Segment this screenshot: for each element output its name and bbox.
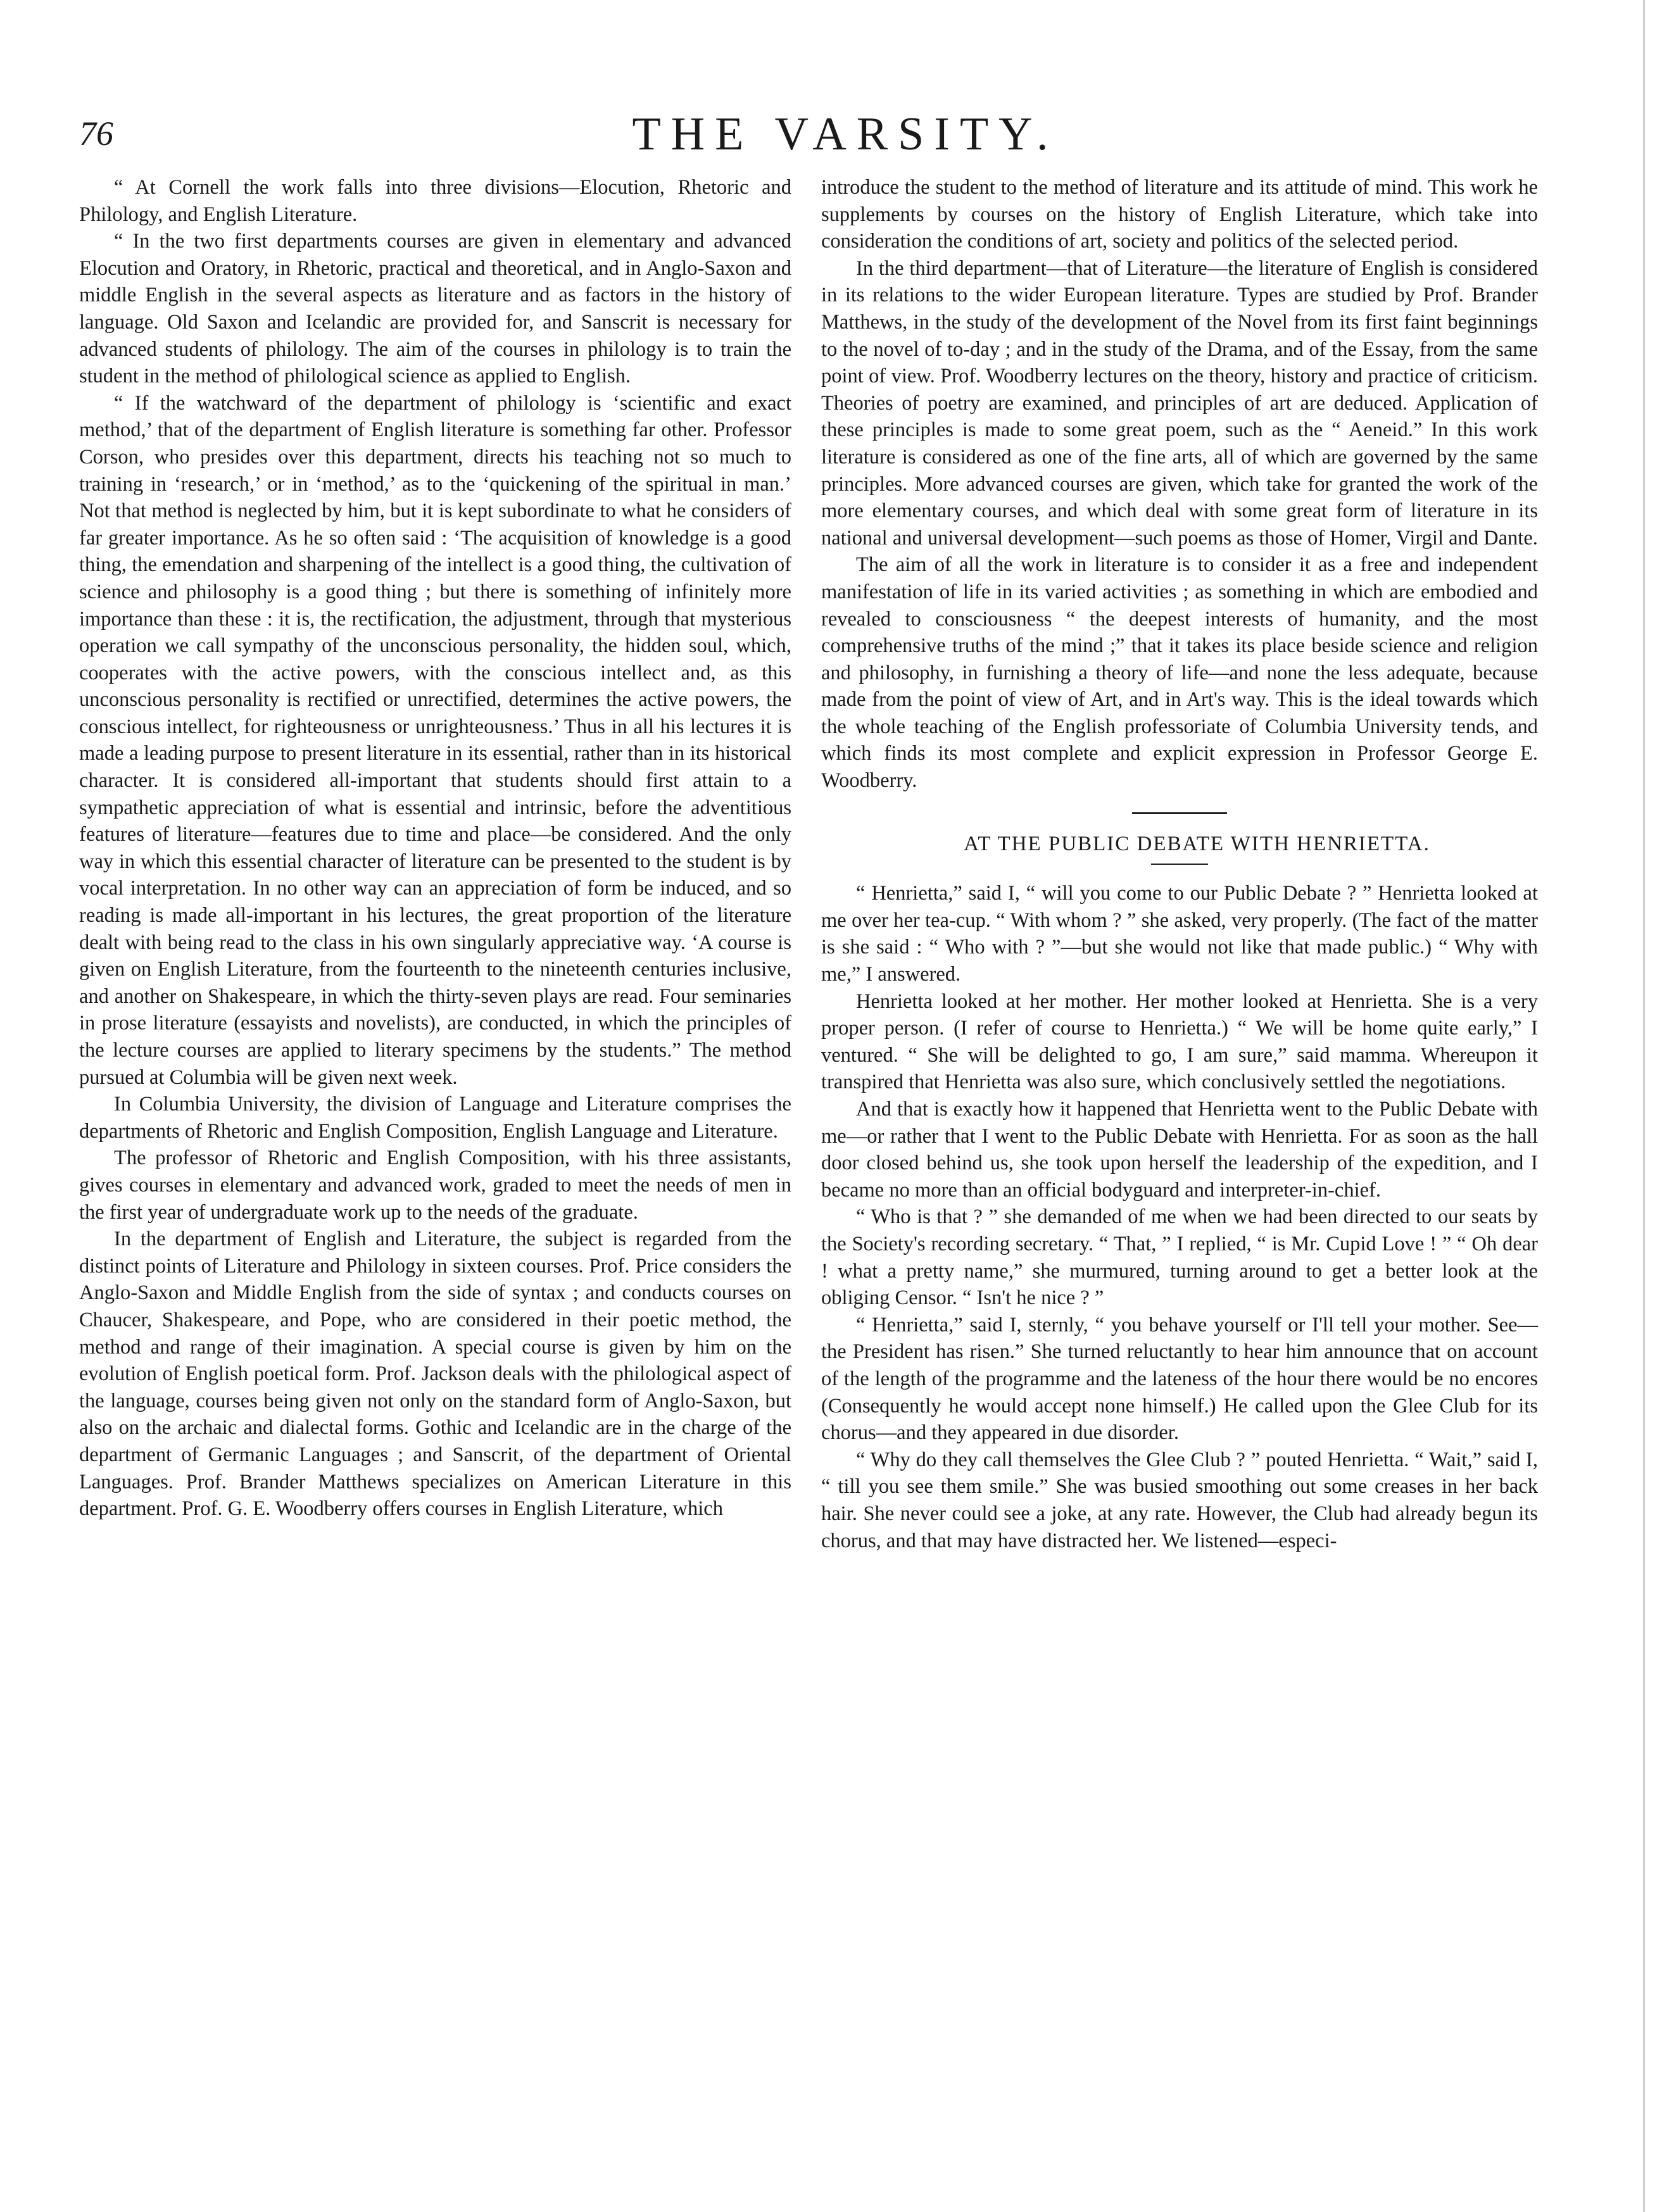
- title-underline: [1151, 864, 1208, 865]
- left-column: [79, 174, 791, 1523]
- article-paragraph: Henrietta looked at her mother. Her mother looked at Henrietta. She is a very proper person. (I refer of course to Henrietta.) “ We will be home quite early,” I ventured. “ She will be delighted to go, I am sure,” said mamma. Whereupon it transpired that Henrietta was also sure, which conclusively settled the negotiations.: [821, 990, 1538, 1094]
- paragraph-continuation: introduce the student to the method of literature and its attitude of mind. This work he supplements by courses on the history of English Literature, which take into consideration the conditions of art, society and politics of the selected period.: [821, 176, 1538, 253]
- paragraph: “ In the two first departments courses are given in elementary and advanced Elocution and Oratory, in Rhetoric, practical and theoretical, and in Anglo-Saxon and middle English in the several aspects as literature and as factors in the history of language. Old Saxon and Icelandic are provided for, and Sanscrit is necessary for advanced students of philology. The aim of the courses in philology is to train the student in the method of philological science as applied to English.: [79, 230, 791, 388]
- masthead-title: THE VARSITY.: [632, 108, 1059, 160]
- section-divider: [1132, 812, 1227, 814]
- page-edge-line: [1643, 0, 1645, 2212]
- paragraph: In the third department—that of Literature—the literature of English is considered in its relations to the wider European literature. Types are studied by Prof. Brander Matthews, in the study of the development of the Novel from its first faint beginnings to the novel of to-day ; and in the study of the Drama, and of the Essay, from the same point of view. Prof. Woodberry lectures on the theory, history and practice of criticism. Theories of poetry are examined, and principles of art are deduced. Application of these principles is made to some great poem, such as the “ Aeneid.” In this work literature is considered as one of the fine arts, all of which are governed by the same principles. More advanced courses are given, which take for granted the work of the more elementary courses, and which deal with some great form of literature in its national and universal development—such poems as those of Homer, Virgil and Dante.: [821, 256, 1538, 550]
- paragraph: In Columbia University, the division of Language and Literature comprises the departments of Rhetoric and English Composition, English Language and Literature.: [79, 1093, 791, 1143]
- page-number: 76: [79, 115, 113, 153]
- paragraph: “ At Cornell the work falls into three divisions—Elocution, Rhetoric and Philology, and English Literature.: [79, 176, 791, 226]
- page-header: [79, 101, 1611, 171]
- article-title: AT THE PUBLIC DEBATE WITH HENRIETTA.: [964, 832, 1430, 855]
- paragraph: The aim of all the work in literature is to consider it as a free and independent manifestation of life in its varied activities ; as something in which are embodied and revealed to consciousness “ the deepest interests of humanity, and the most comprehensive truths of the mind ;” that it takes its place beside science and religion and philosophy, in furnishing a theory of life—and none the less adequate, because made from the point of view of Art, and in Art's way. This is the ideal towards which the whole teaching of the English professoriate of Columbia University tends, and which finds its most complete and explicit expression in Professor George E. Woodberry.: [821, 553, 1538, 793]
- article-paragraph: “ Why do they call themselves the Glee Club ? ” pouted Henrietta. “ Wait,” said I, “ till you see them smile.” She was busied smoothing out some creases in her back hair. She never could see a joke, at any rate. However, the Club had already begun its chorus, and that may have distracted her. We listened—especi-: [821, 1448, 1538, 1552]
- article-paragraph: And that is exactly how it happened that Henrietta went to the Public Debate with me—or rather that I went to the Public Debate with Henrietta. For as soon as the hall door closed behind us, she took upon herself the leadership of the expedition, and I became no more than an official bodyguard and interpreter-in-chief.: [821, 1098, 1538, 1202]
- article-paragraph: “ Henrietta,” said I, sternly, “ you behave yourself or I'll tell your mother. See—the President has risen.” She turned reluctantly to hear him announce that on account of the length of the programme and the lateness of the hour there would be no encores (Consequently he would accept none himself.) He called upon the Glee Club for its chorus—and they appeared in due disorder.: [821, 1313, 1538, 1445]
- article-paragraph: “ Henrietta,” said I, “ will you come to our Public Debate ? ” Henrietta looked at me over her tea-cup. “ With whom ? ” she asked, very properly. (The fact of the matter is she said : “ Who with ? ”—but she would not like that made public.) “ Why with me,” I answered.: [821, 882, 1538, 986]
- paragraph: The professor of Rhetoric and English Composition, with his three assistants, gives courses in elementary and advanced work, graded to meet the needs of men in the first year of undergraduate work up to the needs of the graduate.: [79, 1147, 791, 1224]
- right-column: [821, 174, 1538, 1554]
- paragraph: “ If the watchward of the department of philology is ‘scientific and exact method,’ that of the department of English literature is something far other. Professor Corson, who presides over this department, directs his teaching not so much to training in ‘research,’ or in ‘method,’ as to the ‘quickening of the spiritual in man.’ Not that method is neglected by him, but it is kept subordinate to what he considers of far greater importance. As he so often said : ‘The acquisition of knowledge is a good thing, the emendation and sharpening of the intellect is a good thing, the cultivation of science and philosophy is a good thing ; but there is something of infinitely more importance than these : it is, the rectification, the adjustment, through that mysterious operation we call sympathy of the unconscious personality, the hidden soul, which, cooperates with the active powers, with the conscious intellect and, as this unconscious personality is rectified or unrectified, determines the active powers, the conscious intellect, for righteousness or unrighteousness.’ Thus in all his lectures it is made a leading purpose to present literature in its essential, rather than in its historical character. It is considered all-important that students should first attain to a sympathetic appreciation of what is essential and intrinsic, before the adventitious features of literature—features due to time and place—be considered. And the only way in which this essential character of literature can be presented to the student is by vocal interpretation. In no other way can an appreciation of form be induced, and so reading is made all-important in his lectures, the great proportion of the literature dealt with being read to the class in his own singularly appreciative way. ‘A course is given on English Literature, from the fourteenth to the nineteenth centuries inclusive, and another on Shakespeare, in which the thirty-seven plays are read. Four seminaries in prose literature (essayists and novelists), are conducted, in which the principles of the lecture courses are applied to literary specimens by the students.” The method pursued at Columbia will be given next week.: [79, 391, 791, 1089]
- paragraph: In the department of English and Literature, the subject is regarded from the distinct points of Literature and Philology in sixteen courses. Prof. Price considers the Anglo-Saxon and Middle English from the side of syntax ; and conducts courses on Chaucer, Shakespeare, and Pope, who are considered in their poetic method, the method and range of their imagination. A special course is given by him on the evolution of English poetical form. Prof. Jackson deals with the philological aspect of the language, courses being given not only on the standard form of Anglo-Saxon, but also on the archaic and dialectal forms. Gothic and Icelandic are in the charge of the department of Germanic Languages ; and Sanscrit, of the department of Oriental Languages. Prof. Brander Matthews specializes on American Literature in this department. Prof. G. E. Woodberry offers courses in English Literature, which: [79, 1228, 791, 1521]
- article-paragraph: “ Who is that ? ” she demanded of me when we had been directed to our seats by the Society's recording secretary. “ That, ” I replied, “ is Mr. Cupid Love ! ” “ Oh dear ! what a pretty name,” she murmured, turning around to get a better look at the obliging Censor. “ Isn't he nice ? ”: [821, 1205, 1538, 1310]
